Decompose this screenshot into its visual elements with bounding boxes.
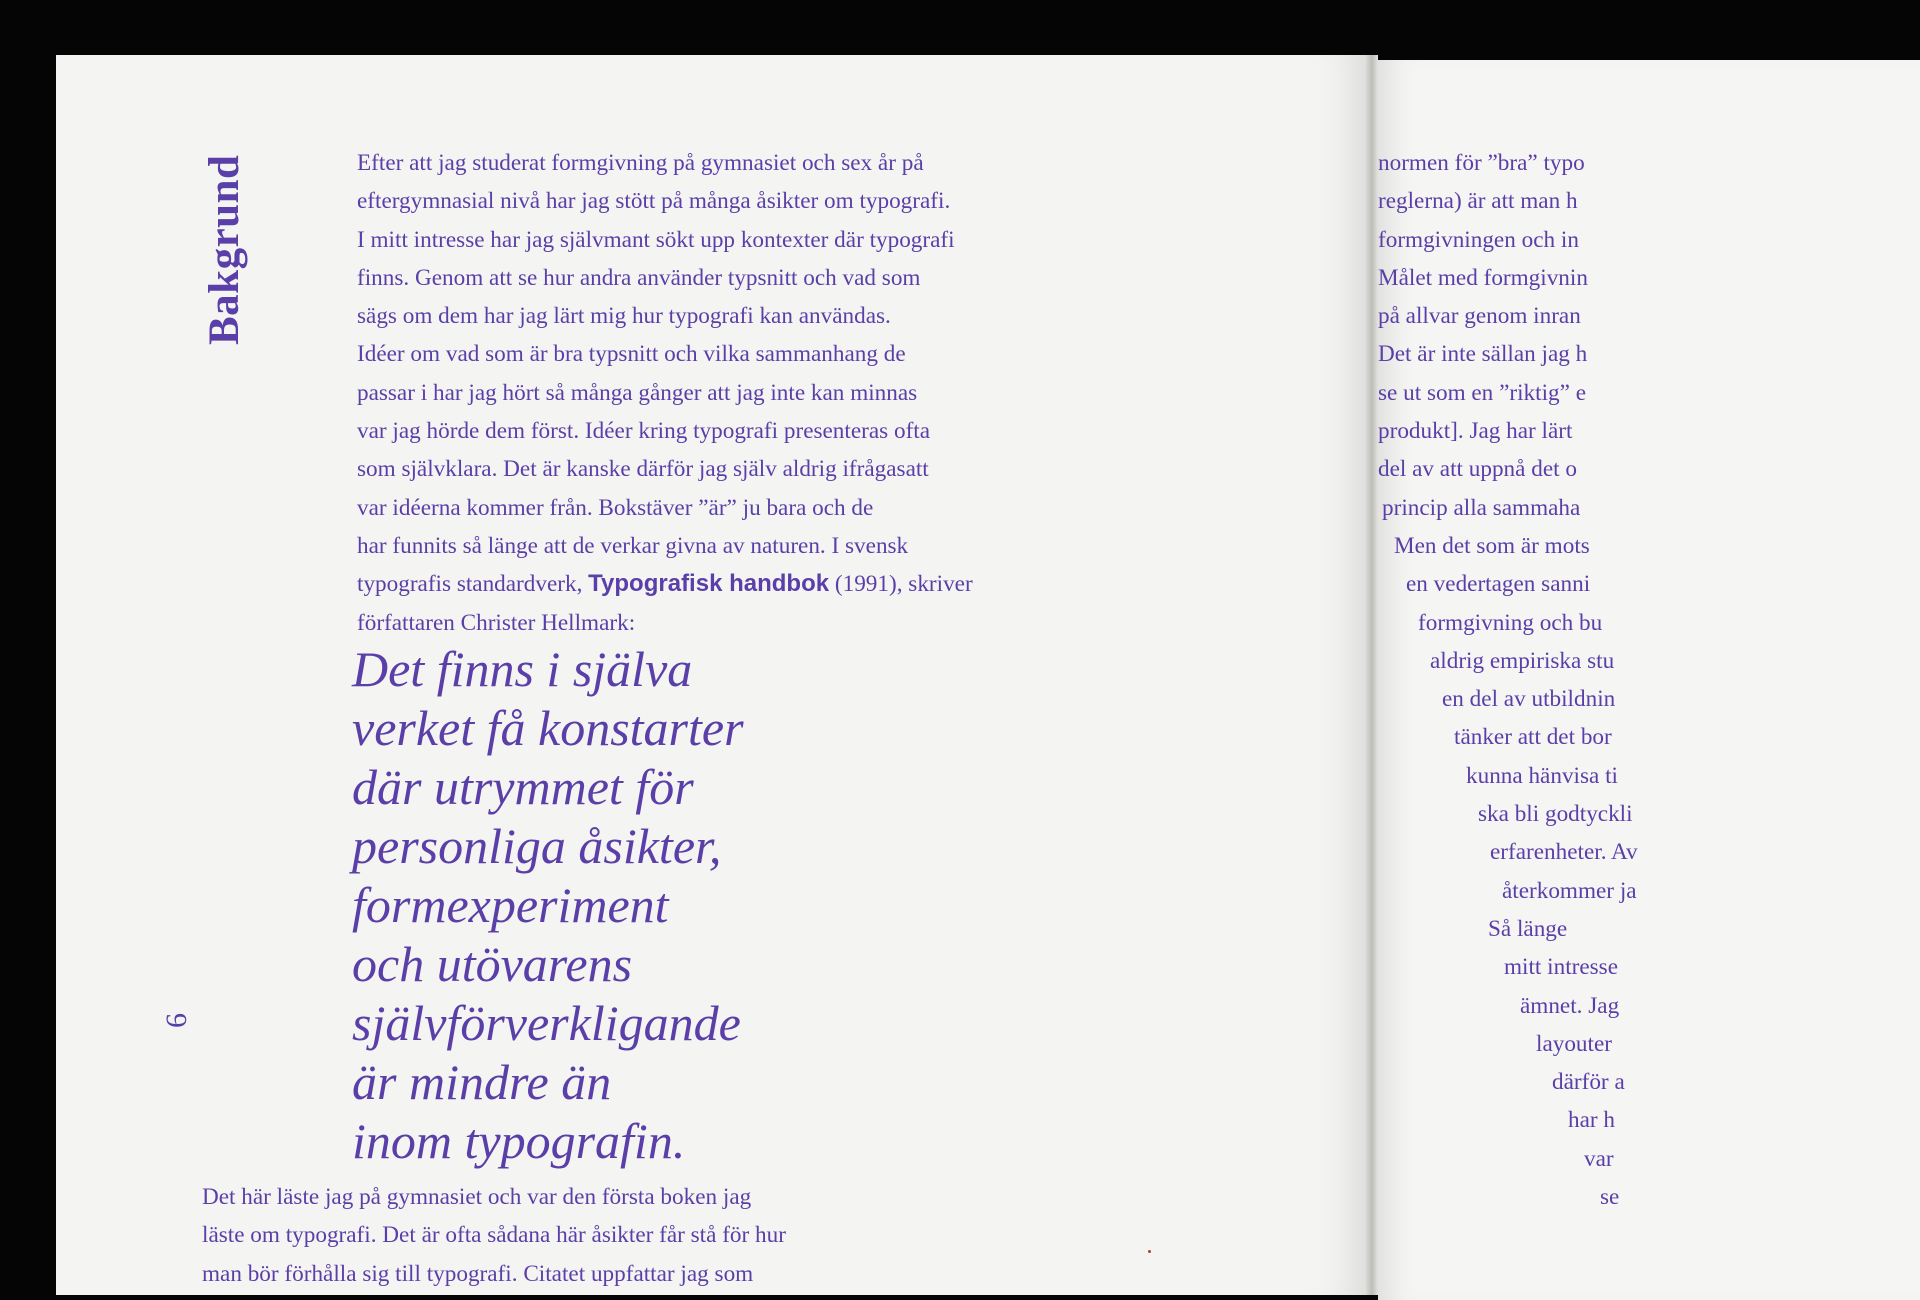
book-gutter bbox=[1366, 55, 1378, 1295]
body-line: passar i har jag hört så många gånger att jag inte kan minnas bbox=[357, 379, 918, 406]
right-page-line: ämnet. Jag bbox=[1520, 992, 1620, 1019]
pull-quote bbox=[352, 640, 912, 1171]
right-page-line: återkommer ja bbox=[1502, 877, 1637, 904]
right-page-line: Målet med formgivnin bbox=[1378, 264, 1588, 291]
continuation-line: Det här läste jag på gymnasiet och var den första boken jag bbox=[202, 1184, 752, 1210]
paper-speck bbox=[1148, 1250, 1151, 1253]
body-line: författaren Christer Hellmark: bbox=[357, 609, 636, 636]
page-number: 6 bbox=[160, 1013, 193, 1028]
quote-line: är mindre än bbox=[352, 1054, 612, 1110]
right-page-line: en del av utbildnin bbox=[1442, 686, 1616, 713]
body-line: I mitt intresse har jag självmant sökt upp kontexter där typografi bbox=[357, 226, 955, 253]
right-page-line: Så länge bbox=[1488, 915, 1568, 942]
right-page-line: layouter bbox=[1536, 1030, 1612, 1057]
quote-line: där utrymmet för bbox=[352, 759, 694, 815]
body-line: eftergymnasial nivå har jag stött på många åsikter om typografi. bbox=[357, 188, 951, 215]
right-page-line: var bbox=[1584, 1145, 1614, 1172]
body-line: finns. Genom att se hur andra använder typsnitt och vad som bbox=[357, 264, 921, 291]
right-page-line: en vedertagen sanni bbox=[1406, 571, 1591, 598]
continuation-text bbox=[202, 1178, 962, 1293]
right-page-line: se ut som en ”riktig” e bbox=[1378, 379, 1586, 406]
right-page-line: därför a bbox=[1552, 1069, 1625, 1096]
body-line-book-reference bbox=[357, 565, 1097, 603]
right-page-line: på allvar genom inran bbox=[1378, 303, 1581, 330]
right-page bbox=[1378, 60, 1920, 1300]
right-page-line: formgivningen och in bbox=[1378, 226, 1579, 253]
body-line: som självklara. Det är kanske därför jag själv aldrig ifrågasatt bbox=[357, 456, 929, 483]
quote-line: och utövarens bbox=[352, 936, 633, 992]
right-page-line: aldrig empiriska stu bbox=[1430, 647, 1615, 674]
right-page-line: har h bbox=[1568, 1107, 1615, 1134]
right-page-line: normen för ”bra” typo bbox=[1378, 150, 1585, 176]
quote-line: formexperiment bbox=[352, 877, 669, 933]
continuation-line: man bör förhålla sig till typografi. Citatet uppfattar jag som bbox=[202, 1260, 754, 1287]
right-page-line: Men det som är mots bbox=[1394, 532, 1590, 559]
continuation-line: läste om typografi. Det är ofta sådana här åsikter får stå för hur bbox=[202, 1222, 786, 1249]
right-page-text bbox=[1378, 144, 1920, 1216]
body-line: Efter att jag studerat formgivning på gymnasiet och sex år på bbox=[357, 150, 924, 176]
body-text-fragment: (1991), skriver bbox=[829, 571, 973, 598]
right-page-line: produkt]. Jag har lärt bbox=[1378, 418, 1573, 445]
right-page-line: formgivning och bu bbox=[1418, 609, 1603, 636]
body-line: sägs om dem har jag lärt mig hur typografi kan användas. bbox=[357, 303, 891, 330]
body-text bbox=[357, 144, 1097, 642]
body-line: var idéerna kommer från. Bokstäver ”är” ju bara och de bbox=[357, 494, 874, 521]
right-page-line: princip alla sammaha bbox=[1382, 494, 1581, 521]
quote-line: självförverkligande bbox=[352, 995, 741, 1051]
right-page-line: Det är inte sällan jag h bbox=[1378, 341, 1588, 368]
quote-line: verket få konstarter bbox=[352, 700, 744, 756]
right-page-line: ska bli godtyckli bbox=[1478, 801, 1633, 828]
body-line: har funnits så länge att de verkar givna av naturen. I svensk bbox=[357, 532, 909, 559]
right-page-line: erfarenheter. Av bbox=[1490, 839, 1638, 866]
quote-line: inom typografin. bbox=[352, 1113, 686, 1169]
section-title: Bakgrund bbox=[201, 154, 248, 345]
right-page-line: reglerna) är att man h bbox=[1378, 188, 1578, 215]
book-title: Typografisk handbok bbox=[588, 570, 830, 598]
right-page-line: mitt intresse bbox=[1504, 954, 1618, 981]
body-text-fragment: typografis standardverk, bbox=[357, 571, 589, 598]
right-page-line: tänker att det bor bbox=[1454, 724, 1612, 751]
body-line: var jag hörde dem först. Idéer kring typografi presenteras ofta bbox=[357, 418, 931, 445]
right-page-line: del av att uppnå det o bbox=[1378, 456, 1577, 483]
right-page-line: kunna hänvisa ti bbox=[1466, 762, 1618, 789]
right-page-line: se bbox=[1600, 1184, 1620, 1211]
quote-line: Det finns i själva bbox=[352, 641, 693, 697]
quote-line: personliga åsikter, bbox=[352, 818, 722, 874]
body-line: Idéer om vad som är bra typsnitt och vilka sammanhang de bbox=[357, 341, 906, 368]
